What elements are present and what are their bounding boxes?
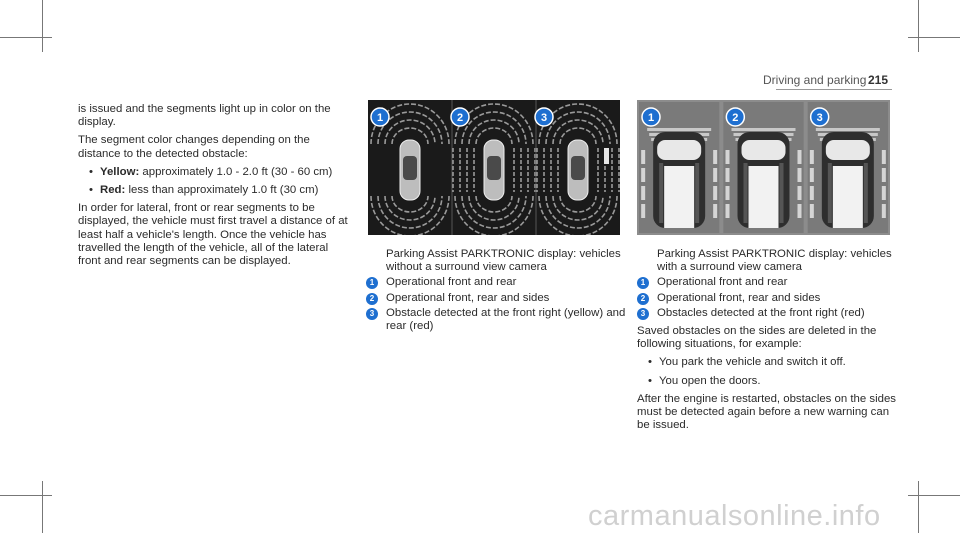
figure-marker-number: 1 (376, 112, 384, 124)
sensor-segment-side (882, 168, 886, 182)
crop-mark (908, 37, 960, 38)
crop-mark (0, 37, 52, 38)
crop-mark (42, 0, 43, 52)
sensor-arc-front (546, 112, 610, 144)
bullet-text: approximately 1.0 - 2.0 ft (30 - 60 cm) (142, 165, 333, 178)
legend-item (637, 276, 899, 289)
sensor-arc-rear (455, 196, 533, 235)
figure2-caption-block (637, 248, 899, 432)
crop-mark (918, 481, 919, 533)
sensor-segment-side (810, 204, 814, 218)
crop-mark (0, 495, 52, 496)
parktronic-display-graphic (368, 100, 620, 235)
sensor-segment-side (641, 204, 645, 218)
legend-text: Operational front, rear and sides (386, 291, 550, 304)
sensor-segment-side (726, 186, 730, 200)
figure2-caption: Parking Assist PARKTRONIC display: vehicles with a surround view camera (657, 248, 892, 274)
legend-number: 1 (637, 277, 649, 289)
vehicle-pillar (828, 163, 832, 223)
bullet-dot: • (89, 184, 93, 197)
legend-item (637, 307, 899, 320)
bullet-label: Yellow: (100, 165, 140, 178)
bullet-label: Red: (100, 184, 126, 197)
sensor-segment-side (798, 150, 802, 164)
sensor-segment-side (798, 168, 802, 182)
sensor-segment-side (726, 150, 730, 164)
vehicle-windows (403, 156, 417, 180)
sensor-segment-side (726, 168, 730, 182)
bullet-text: You open the doors. (659, 374, 761, 387)
vehicle-roof (833, 166, 863, 228)
legend-item (637, 292, 899, 305)
sensor-segment-side (713, 186, 717, 200)
figure1-caption: Parking Assist PARKTRONIC display: vehicles without a surround view camera (386, 248, 621, 274)
sensor-arc-front (462, 112, 526, 144)
legend-item (366, 307, 628, 333)
bullet-dot: • (648, 374, 652, 387)
sensor-arc-rear (462, 196, 526, 228)
sensor-segment-side (810, 168, 814, 182)
list-item (637, 375, 899, 388)
figure-marker-number: 2 (456, 112, 464, 124)
sensor-segment-front (816, 128, 880, 131)
legend-text: Obstacles detected at the front right (red) (657, 306, 865, 319)
bullet-text: less than approximately 1.0 ft (30 cm) (128, 184, 319, 197)
sensor-arc-rear (378, 196, 442, 228)
sensor-segment-side (641, 168, 645, 182)
sensor-arc-rear (546, 196, 610, 228)
legend-number: 2 (637, 293, 649, 305)
vehicle-windshield (742, 140, 786, 160)
legend-text: Obstacle detected at the front right (yellow) and rear (red) (386, 306, 626, 333)
legend-item (366, 276, 628, 289)
parktronic-figure-camera (637, 100, 890, 235)
bullet-dot: • (648, 356, 652, 369)
sensor-segment-side (713, 168, 717, 182)
vehicle-roof (664, 166, 694, 228)
sensor-segment-side (713, 204, 717, 218)
sensor-segment-side (726, 204, 730, 218)
crop-mark (42, 481, 43, 533)
legend-number: 3 (366, 308, 378, 320)
vehicle-pillar (864, 163, 868, 223)
vehicle-pillar (744, 163, 748, 223)
sensor-segment-side (641, 186, 645, 200)
list-item (78, 184, 354, 197)
vehicle-pillar (695, 163, 699, 223)
after-restart-text: After the engine is restarted, obstacles on the sides must be detected again before a new warning can be issued. (637, 392, 896, 432)
figure-marker-number: 1 (647, 112, 655, 124)
sensor-segment-side (882, 150, 886, 164)
legend-number: 1 (366, 277, 378, 289)
list-item (78, 166, 354, 179)
crop-mark (918, 0, 919, 52)
left-column (78, 103, 354, 273)
parktronic-display-graphic (637, 100, 890, 235)
sensor-arc-rear (539, 196, 617, 235)
sensor-segment-side (882, 186, 886, 200)
sensor-segment-side (810, 186, 814, 200)
figure-marker-number: 3 (816, 112, 823, 124)
legend-text: Operational front and rear (386, 276, 517, 289)
vehicle-windows (487, 156, 501, 180)
sensor-segment-side (798, 186, 802, 200)
legend-item (366, 292, 628, 305)
sensor-segment-front (647, 128, 711, 131)
vehicle-windows (571, 156, 585, 180)
bullet-dot: • (89, 165, 93, 178)
legend-text: Operational front and rear (657, 276, 788, 289)
legend-number: 2 (366, 293, 378, 305)
sensor-segment-side (882, 204, 886, 218)
legend-number: 3 (637, 308, 649, 320)
vehicle-windshield (826, 140, 870, 160)
vehicle-windshield (657, 140, 701, 160)
sensor-segment-front (732, 128, 796, 131)
lateral-text: In order for lateral, front or rear segments to be displayed, the vehicle must first travel a distance of at least half a vehicle's length. Once the vehicle has travelled the length of the vehicle, all of the lateral front and rear segments can be displayed. (78, 202, 348, 268)
vehicle-pillar (780, 163, 784, 223)
parktronic-figure-no-camera (368, 100, 620, 235)
sensor-segment-side (798, 204, 802, 218)
bullet-text: You park the vehicle and switch it off. (659, 356, 846, 369)
vehicle-pillar (659, 163, 663, 223)
header-rule (776, 89, 892, 90)
sensor-segment-side (713, 150, 717, 164)
list-item (637, 356, 899, 369)
sensor-segment-side (641, 150, 645, 164)
page-number: 215 (868, 73, 889, 87)
section-title: Driving and parking (763, 73, 867, 87)
sensor-segment-side (810, 150, 814, 164)
vehicle-roof (749, 166, 779, 228)
intro-text: is issued and the segments light up in color on the display. (78, 103, 331, 129)
watermark: carmanualsonline.info (588, 500, 881, 532)
sensor-arc-rear (371, 196, 449, 235)
saved-obstacles-text: Saved obstacles on the sides are deleted in the following situations, for example: (637, 325, 877, 351)
figure1-caption-block (366, 248, 628, 333)
legend-text: Operational front, rear and sides (657, 291, 821, 304)
figure-marker-number: 3 (540, 112, 548, 124)
crop-mark (908, 495, 960, 496)
color-intro-text: The segment color changes depending on the distance to the detected obstacle: (78, 134, 310, 160)
figure-marker-number: 2 (732, 112, 739, 124)
obstacle-indicator (604, 148, 609, 164)
